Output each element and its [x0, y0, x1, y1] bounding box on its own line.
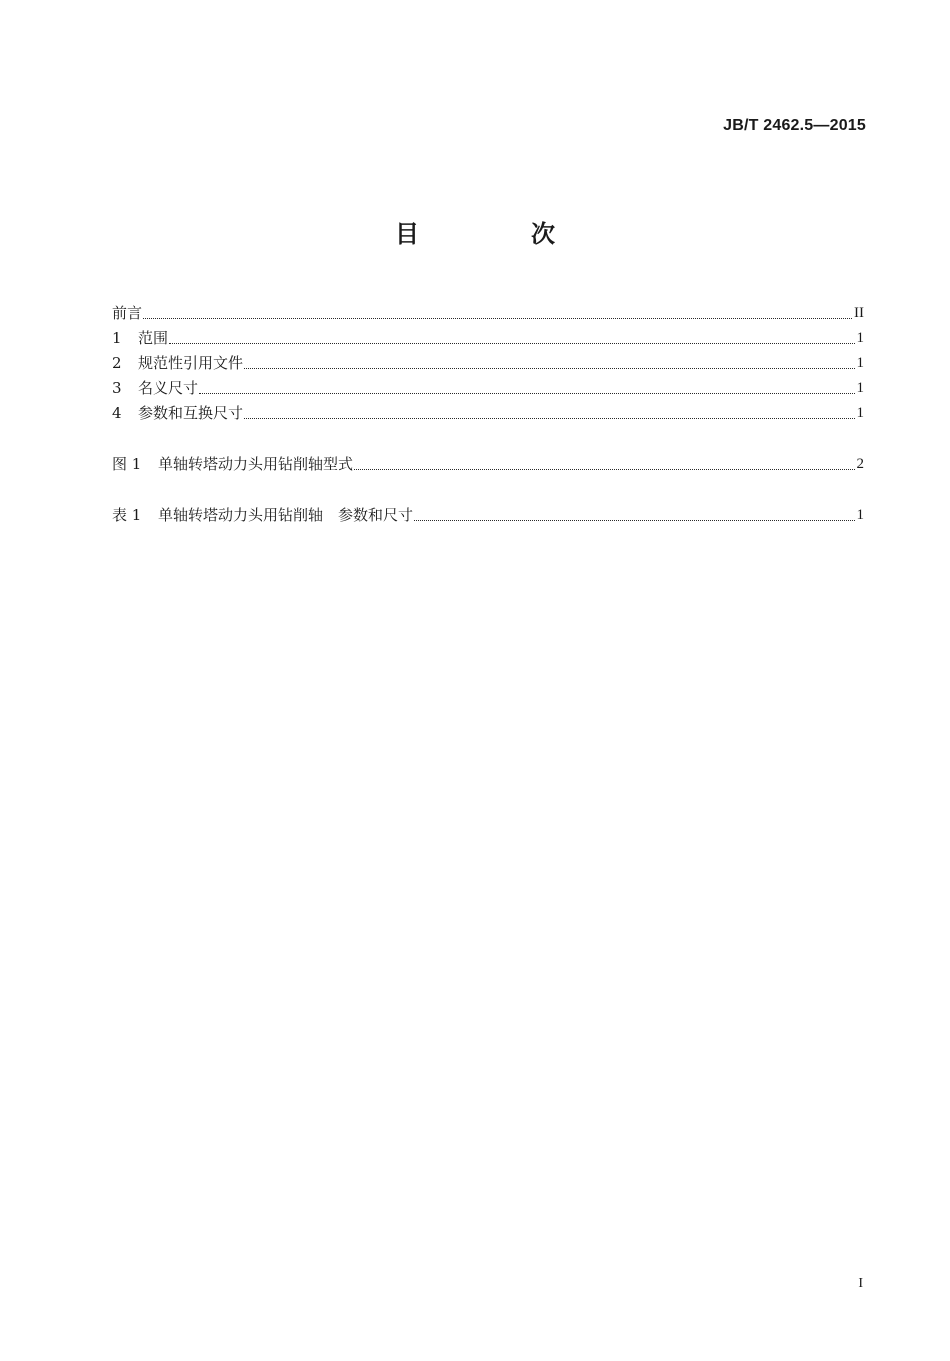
toc-entry-label: 范围 — [138, 329, 169, 347]
dot-leader — [169, 343, 854, 344]
toc-entry-normative-references[interactable] — [112, 347, 864, 372]
table-of-contents — [112, 297, 864, 524]
toc-entry-page: 1 — [856, 380, 864, 396]
toc-entry-page: 1 — [856, 355, 864, 371]
toc-entry-nominal-dimensions[interactable] — [112, 372, 864, 397]
toc-entry-foreword[interactable] — [112, 297, 864, 322]
toc-entry-parameters[interactable] — [112, 397, 864, 422]
toc-entry-label: 前言 — [112, 304, 143, 322]
toc-entry-number: 3 — [112, 379, 122, 397]
dot-leader — [414, 520, 854, 521]
toc-entry-page: 1 — [856, 507, 864, 523]
toc-entry-label: 规范性引用文件 — [138, 354, 244, 372]
toc-entry-page: 1 — [856, 405, 864, 421]
toc-entry-label: 单轴转塔动力头用钻削轴 参数和尺寸 — [158, 506, 414, 524]
dot-leader — [244, 368, 854, 369]
dot-leader — [199, 393, 854, 394]
toc-entry-label: 名义尺寸 — [138, 379, 199, 397]
toc-entry-number: 2 — [112, 354, 122, 372]
toc-entry-scope[interactable] — [112, 322, 864, 347]
toc-entry-table-1[interactable] — [112, 499, 864, 524]
toc-entry-page: 1 — [856, 330, 864, 346]
toc-entry-figure-1[interactable] — [112, 448, 864, 473]
toc-entry-label: 单轴转塔动力头用钻削轴型式 — [158, 455, 354, 473]
toc-entry-label: 参数和互换尺寸 — [138, 404, 244, 422]
toc-entry-page: II — [854, 305, 864, 321]
toc-entry-number: 表 1 — [112, 506, 142, 524]
dot-leader — [143, 318, 852, 319]
toc-entry-number: 图 1 — [112, 455, 142, 473]
toc-entry-number: 4 — [112, 404, 122, 422]
toc-entry-number: 1 — [112, 329, 122, 347]
page-title: 目 次 — [395, 220, 599, 248]
dot-leader — [244, 418, 854, 419]
page-number: I — [858, 1276, 863, 1291]
standard-code: JB/T 2462.5—2015 — [723, 117, 866, 134]
toc-entry-page: 2 — [856, 456, 864, 472]
dot-leader — [354, 469, 854, 470]
